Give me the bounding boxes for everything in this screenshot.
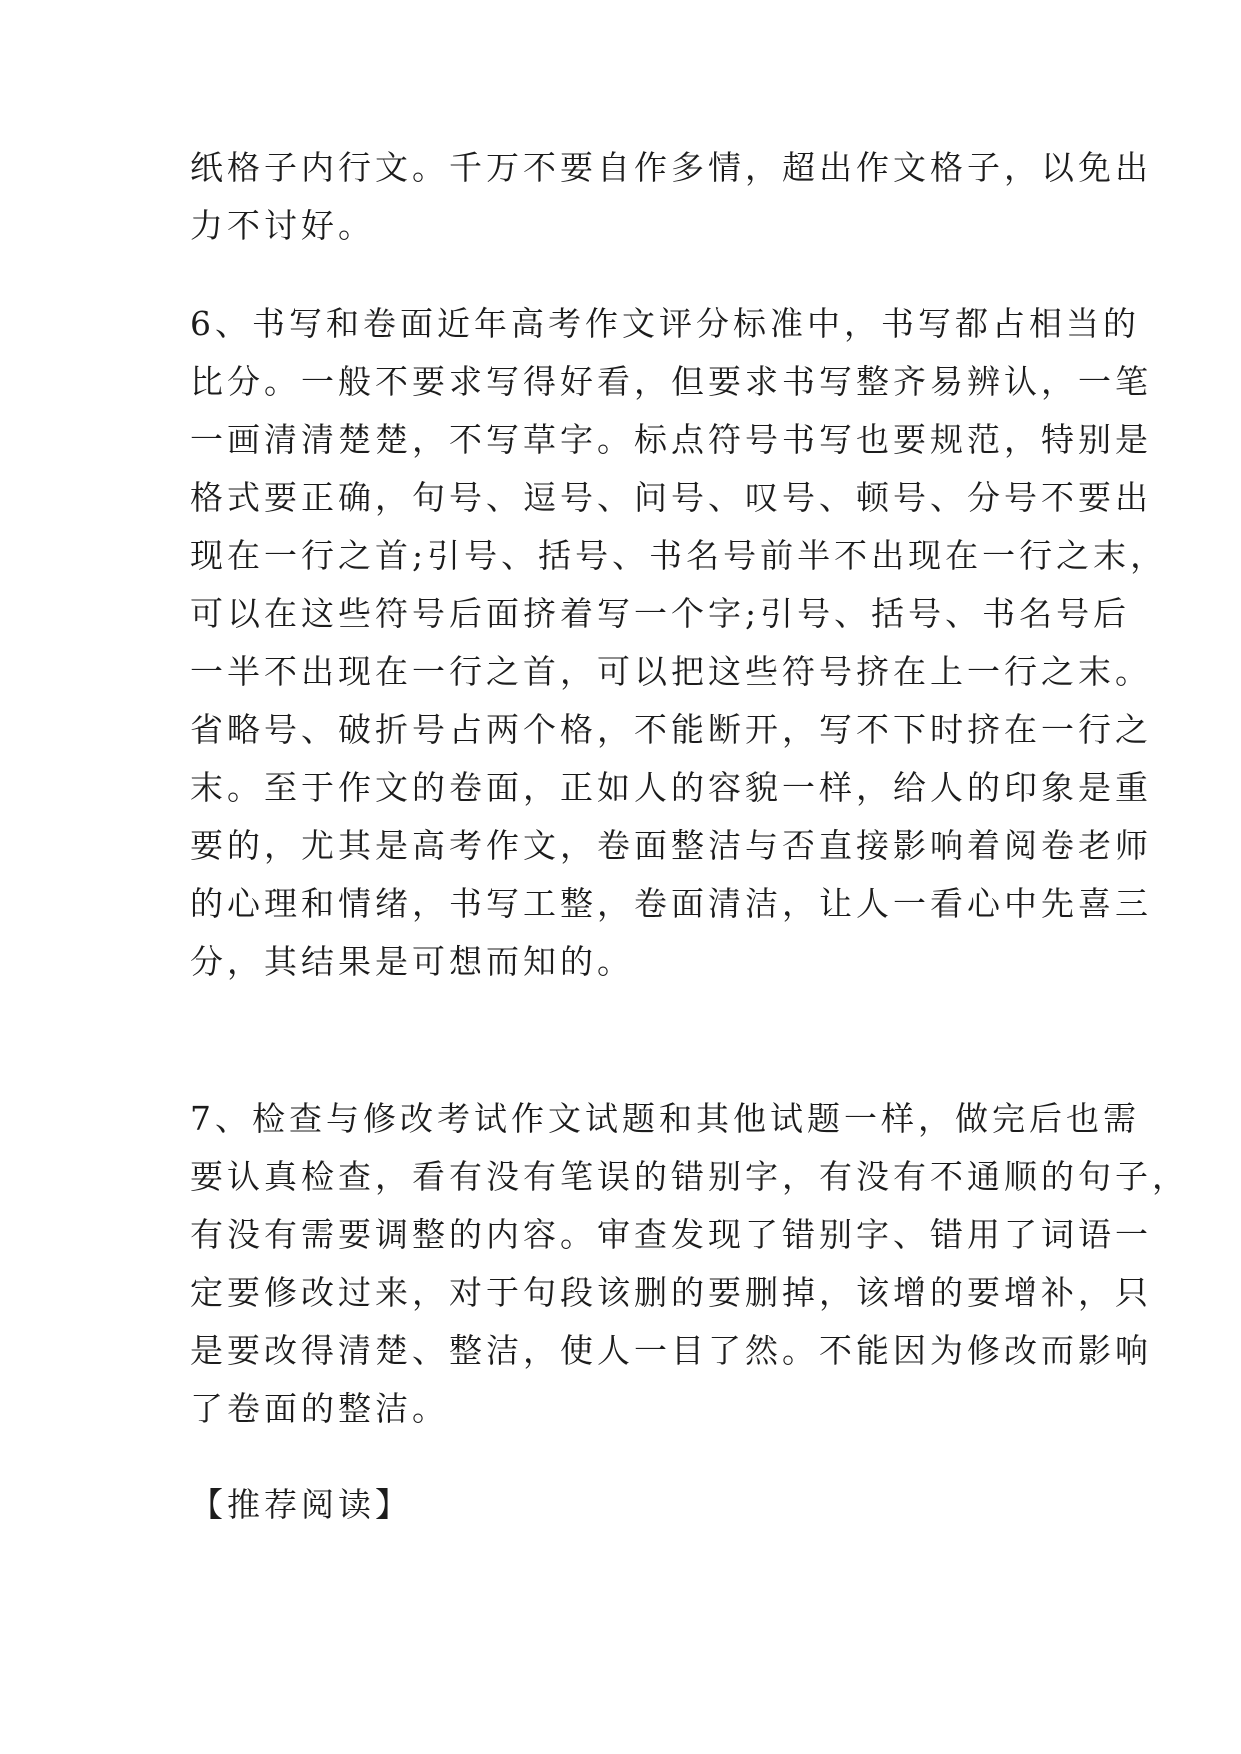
recommended-reading-heading	[190, 1476, 1070, 1534]
paragraph-line: 一半不出现在一行之首，可以把这些符号挤在上一行之末。	[190, 652, 1152, 691]
paragraph-line: 力不讨好。	[190, 206, 375, 245]
paragraph-line: 一画清清楚楚，不写草字。标点符号书写也要规范，特别是	[190, 420, 1152, 459]
heading-line: 【推荐阅读】	[190, 1485, 412, 1524]
paragraph-line: 6、书写和卷面近年高考作文评分标准中，书写都占相当的	[190, 304, 1140, 343]
paragraph-line: 末。至于作文的卷面，正如人的容貌一样，给人的印象是重	[190, 768, 1152, 807]
paragraph-line: 纸格子内行文。千万不要自作多情，超出作文格子，以免出	[190, 148, 1152, 187]
paragraph-line: 要的，尤其是高考作文，卷面整洁与否直接影响着阅卷老师	[190, 826, 1152, 865]
paragraph-line: 现在一行之首;引号、括号、书名号前半不出现在一行之末，	[190, 536, 1168, 575]
paragraph-line: 了卷面的整洁。	[190, 1389, 449, 1428]
paragraph-line: 的心理和情绪，书写工整，卷面清洁，让人一看心中先喜三	[190, 884, 1152, 923]
paragraph-section-6	[190, 295, 1168, 991]
paragraph-line: 可以在这些符号后面挤着写一个字;引号、括号、书名号后	[190, 594, 1131, 633]
paragraph-line: 要认真检查，看有没有笔误的错别字，有没有不通顺的句子，	[190, 1157, 1189, 1196]
paragraph-line: 格式要正确，句号、逗号、问号、叹号、顿号、分号不要出	[190, 478, 1152, 517]
paragraph-line: 7、检查与修改考试作文试题和其他试题一样，做完后也需	[190, 1099, 1140, 1138]
paragraph-section-7	[190, 1090, 1189, 1438]
paragraph-line: 有没有需要调整的内容。审查发现了错别字、错用了词语一	[190, 1215, 1152, 1254]
paragraph-line: 比分。一般不要求写得好看，但要求书写整齐易辨认，一笔	[190, 362, 1152, 401]
paragraph-line: 是要改得清楚、整洁，使人一目了然。不能因为修改而影响	[190, 1331, 1152, 1370]
paragraph-continuation	[190, 139, 1152, 255]
paragraph-line: 定要修改过来，对于句段该删的要删掉，该增的要增补，只	[190, 1273, 1152, 1312]
paragraph-line: 省略号、破折号占两个格，不能断开，写不下时挤在一行之	[190, 710, 1152, 749]
paragraph-line: 分，其结果是可想而知的。	[190, 942, 634, 981]
